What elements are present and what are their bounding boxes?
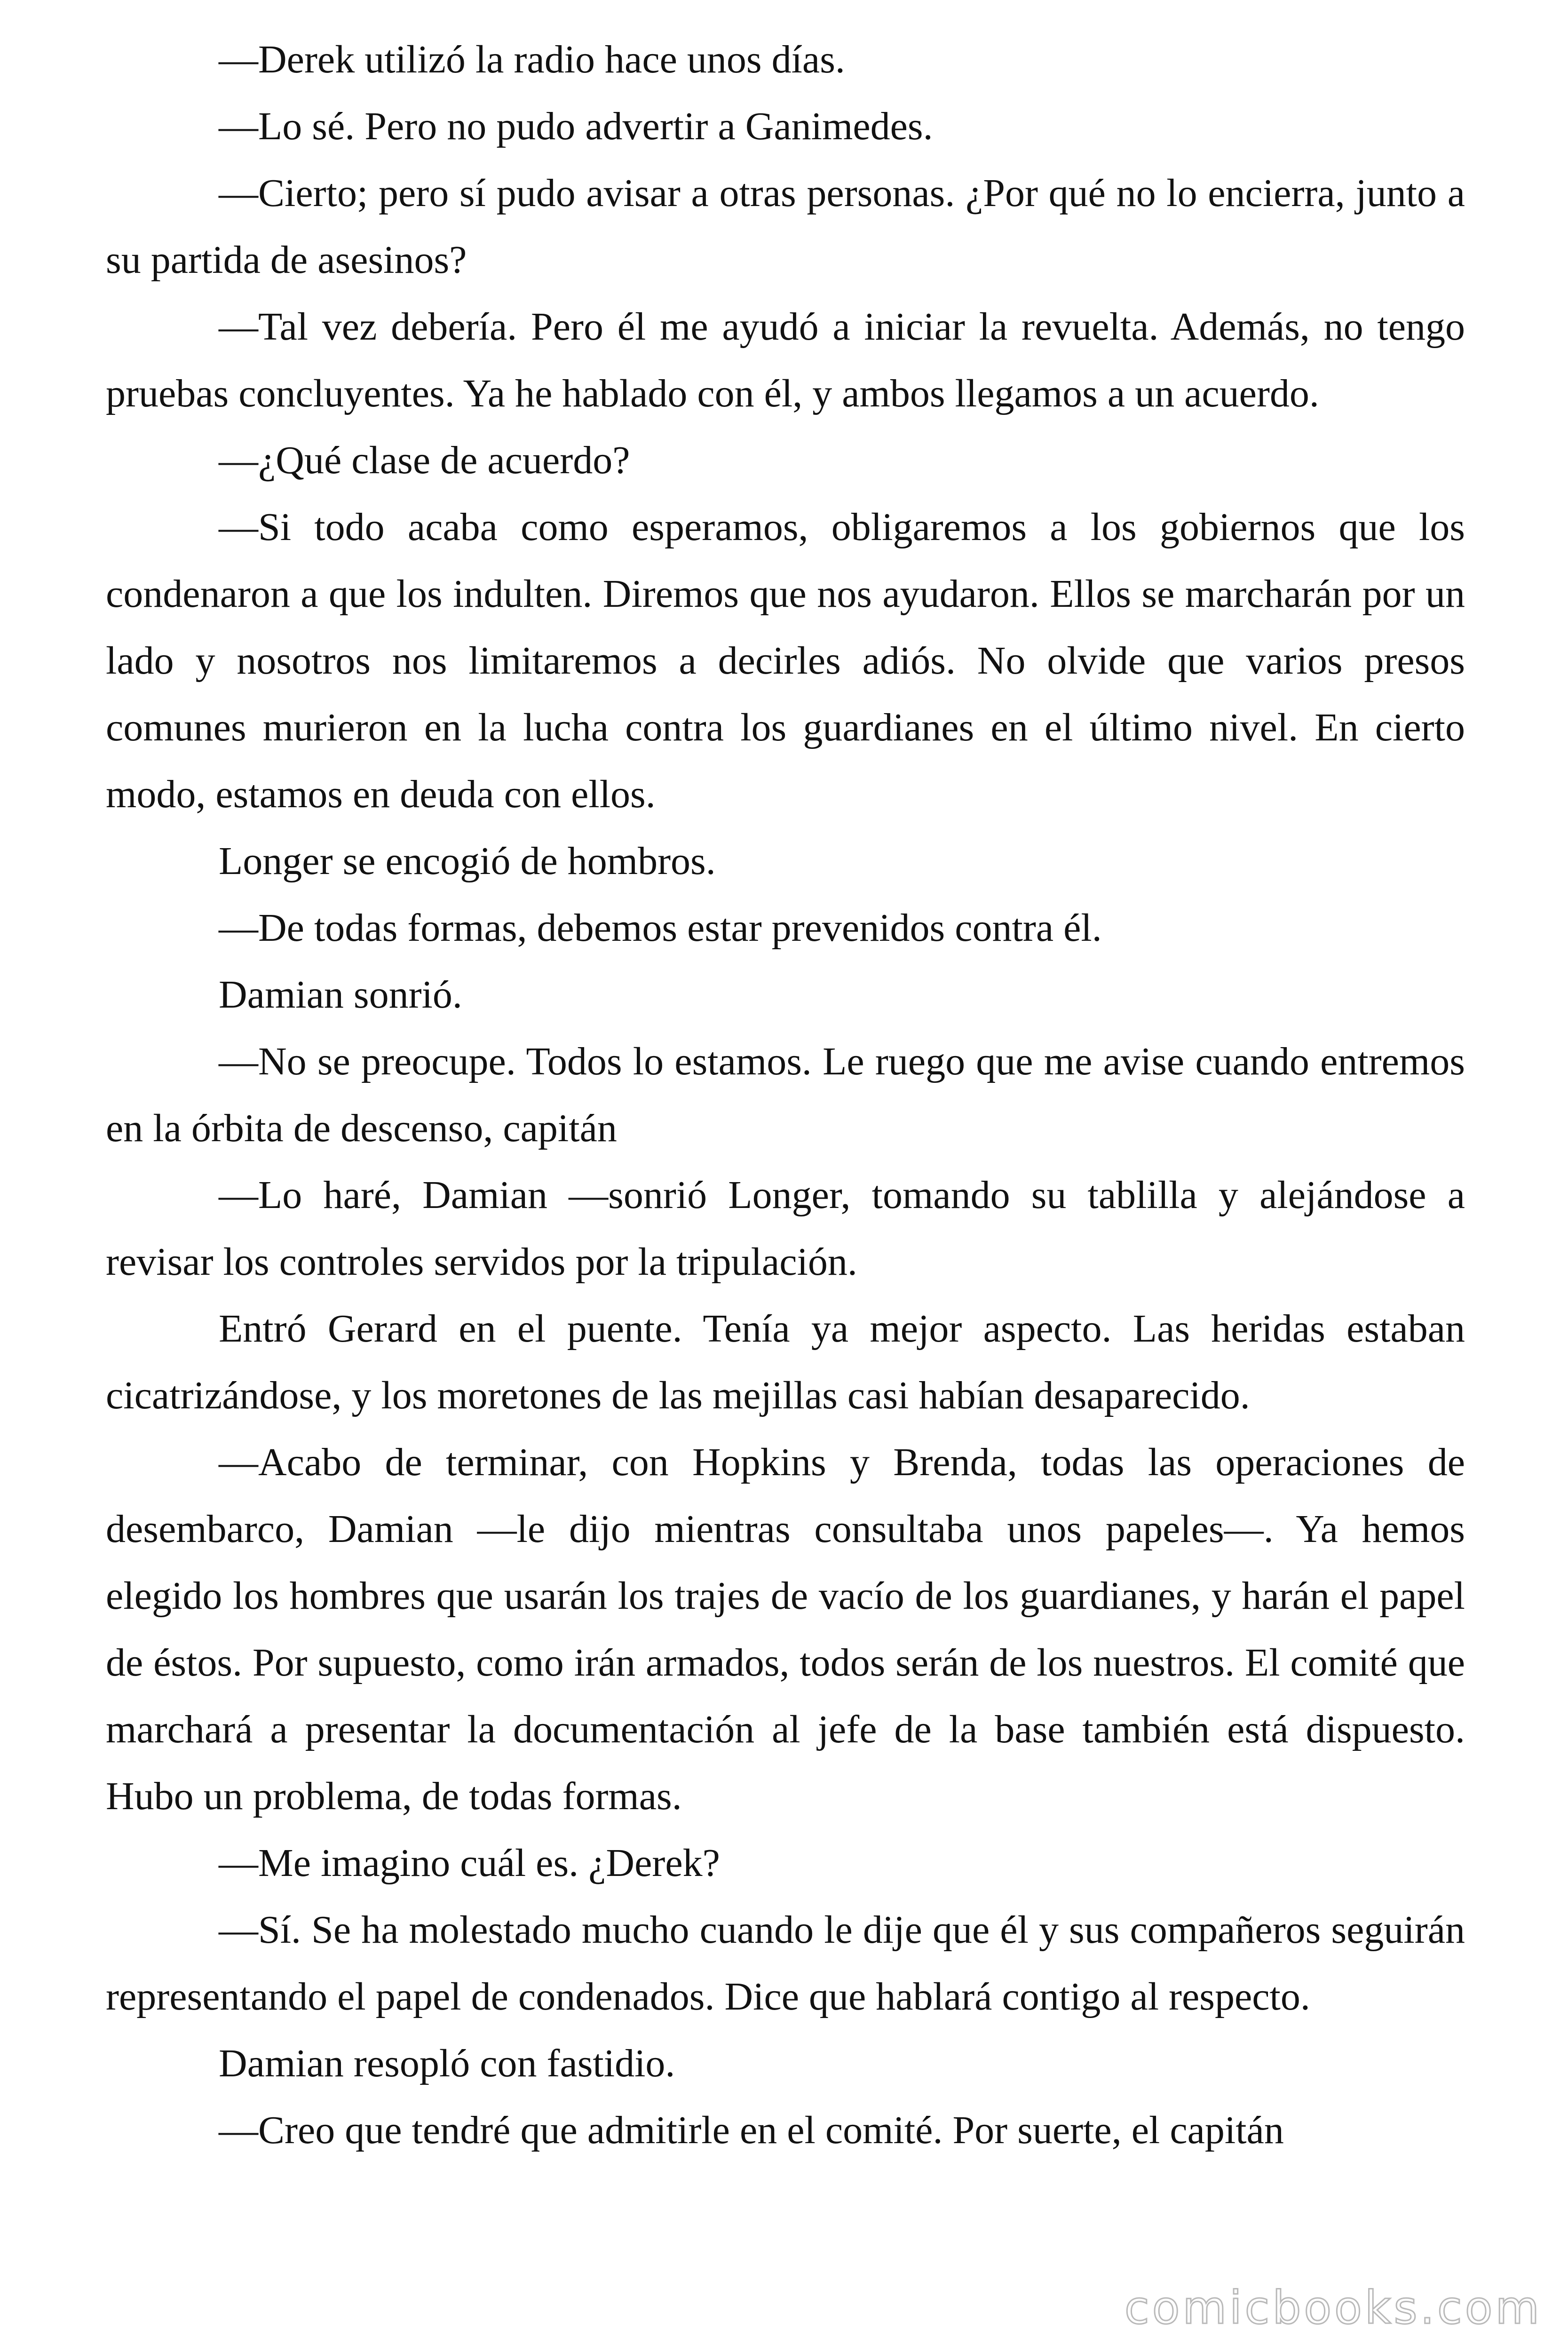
- paragraph: —Lo sé. Pero no pudo advertir a Ganimedes.: [219, 104, 933, 148]
- paragraph: —Derek utilizó la radio hace unos días.: [219, 38, 845, 81]
- paragraph: —Cierto; pero sí pudo avisar a otras personas. ¿Por qué no lo encierra, junto a su partida de asesinos?: [106, 171, 1465, 282]
- paragraph: —Si todo acaba como esperamos, obligaremos a los gobiernos que los condenaron a que los indulten. Diremos que nos ayudaron. Ellos se marcharán por un lado y nosotros nos limitaremos a decirles adiós. No olvide que varios presos comunes murieron en la lucha contra los guardianes en el último nivel. En cierto modo, estamos en deuda con ellos.: [106, 505, 1465, 816]
- paragraph: —No se preocupe. Todos lo estamos. Le ruego que me avise cuando entremos en la órbita de descenso, capitán: [106, 1040, 1465, 1150]
- watermark: comicbooks.com: [1124, 2281, 1542, 2334]
- paragraph: —Creo que tendré que admitirle en el comité. Por suerte, el capitán: [219, 2108, 1284, 2152]
- page-body-text: [106, 26, 1465, 2164]
- paragraph: —Tal vez debería. Pero él me ayudó a iniciar la revuelta. Además, no tengo pruebas concluyentes. Ya he hablado con él, y ambos llegamos a un acuerdo.: [106, 305, 1465, 415]
- paragraph: Longer se encogió de hombros.: [219, 839, 716, 883]
- paragraph: —Me imagino cuál es. ¿Derek?: [219, 1841, 720, 1885]
- paragraph: —Sí. Se ha molestado mucho cuando le dije que él y sus compañeros seguirán representando el papel de condenados. Dice que hablará contigo al respecto.: [106, 1908, 1465, 2018]
- paragraph: —¿Qué clase de acuerdo?: [219, 438, 630, 482]
- paragraph: —De todas formas, debemos estar prevenidos contra él.: [219, 906, 1102, 950]
- paragraph: —Lo haré, Damian —sonrió Longer, tomando su tablilla y alejándose a revisar los controles servidos por la tripulación.: [106, 1173, 1465, 1284]
- paragraph: —Acabo de terminar, con Hopkins y Brenda, todas las operaciones de desembarco, Damian —le dijo mientras consultaba unos papeles—. Ya hemos elegido los hombres que usarán los trajes de vacío de los guardianes, y harán el papel de éstos. Por supuesto, como irán armados, todos serán de los nuestros. El comité que marchará a presentar la documentación al jefe de la base también está dispuesto. Hubo un problema, de todas formas.: [106, 1440, 1465, 1818]
- paragraph: Damian sonrió.: [219, 973, 462, 1017]
- paragraph: Entró Gerard en el puente. Tenía ya mejor aspecto. Las heridas estaban cicatrizándose, y los moretones de las mejillas casi habían desaparecido.: [106, 1307, 1465, 1417]
- paragraph: Damian resopló con fastidio.: [219, 2042, 675, 2085]
